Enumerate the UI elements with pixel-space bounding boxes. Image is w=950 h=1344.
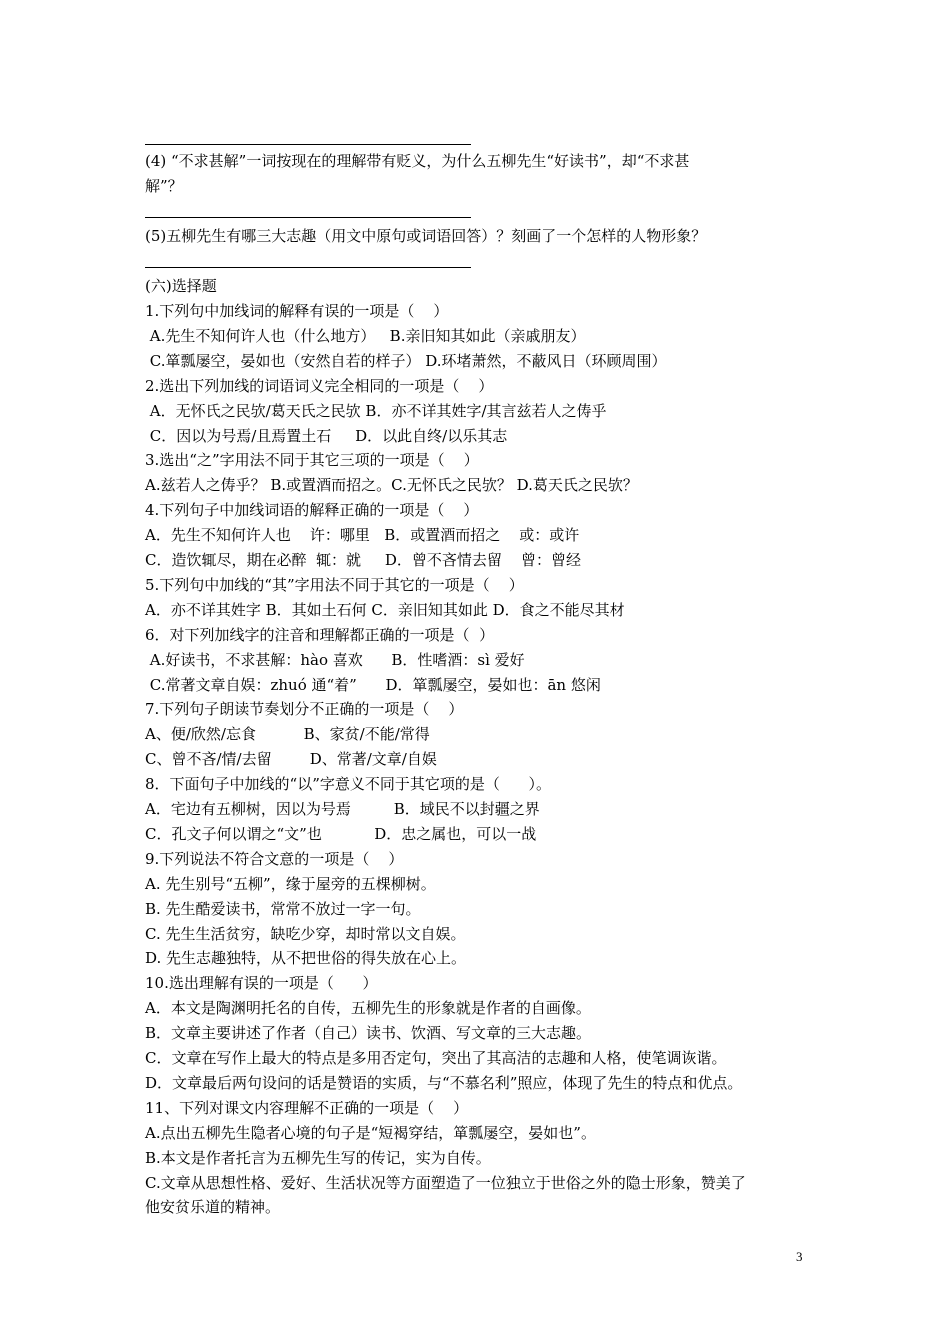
question-line: A．无怀氏之民欤/葛天氏之民欤 B．亦不详其姓字/其言兹若人之俦乎: [145, 402, 607, 420]
question-line: C、曾不吝/情/去留 D、常著/文章/自娱: [145, 750, 437, 768]
question-line: B. 先生酷爱读书，常常不放过一字一句。: [145, 900, 421, 918]
question-5: (5)五柳先生有哪三大志趣（用文中原句或词语回答）？刻画了一个怎样的人物形象？: [145, 227, 707, 245]
section-title: (六)选择题: [145, 277, 217, 295]
question-line: 7.下列句子朗读节奏划分不正确的一项是（ ）: [145, 700, 464, 718]
question-line: 6．对下列加线字的注音和理解都正确的一项是（ ）: [145, 626, 495, 644]
question-line: 2.选出下列加线的词语词义完全相同的一项是（ ）: [145, 377, 494, 395]
question-line: C．文章在写作上最大的特点是多用否定句，突出了其高洁的志趣和人格，使笔调诙谐。: [145, 1049, 727, 1067]
question-line: C.文章从思想性格、爱好、生活状况等方面塑造了一位独立于世俗之外的隐士形象，赞美了: [145, 1174, 746, 1192]
question-line: C．因以为号焉/且焉置土石 D．以此自终/以乐其志: [145, 427, 508, 445]
question-4-line-2: 解”？: [145, 177, 183, 195]
question-line: A.兹若人之俦乎？ B.或置酒而招之。C.无怀氏之民欤？ D.葛天氏之民欤？: [145, 476, 638, 494]
question-line: 8．下面句子中加线的“以”字意义不同于其它项的是（ ）。: [145, 775, 551, 793]
answer-line: [145, 144, 471, 145]
question-line: 10.选出理解有误的一项是（ ）: [145, 974, 378, 992]
answer-line: [145, 267, 471, 268]
question-line: A.先生不知何许人也（什么地方） B.亲旧知其如此（亲戚朋友）: [145, 327, 586, 345]
question-line: A．本文是陶渊明托名的自传，五柳先生的形象就是作者的自画像。: [145, 999, 591, 1017]
question-line: A. 先生别号“五柳”，缘于屋旁的五棵柳树。: [145, 875, 436, 893]
question-line: 5.下列句中加线的“其”字用法不同于其它的一项是（ ）: [145, 576, 524, 594]
question-line: A．先生不知何许人也 许：哪里 B．或置酒而招之 或：或许: [145, 526, 580, 544]
question-line: 9.下列说法不符合文意的一项是（ ）: [145, 850, 404, 868]
question-line: 1.下列句中加线词的解释有误的一项是（ ）: [145, 302, 449, 320]
question-line: C. 先生生活贫穷，缺吃少穿，却时常以文自娱。: [145, 925, 466, 943]
question-line: C．造饮辄尽，期在必醉 辄：就 D．曾不吝情去留 曾：曾经: [145, 551, 581, 569]
question-line: D. 先生志趣独特，从不把世俗的得失放在心上。: [145, 949, 467, 967]
question-line: B．文章主要讲述了作者（自己）读书、饮酒、写文章的三大志趣。: [145, 1024, 592, 1042]
answer-line: [145, 217, 471, 218]
question-line: 3.选出“之”字用法不同于其它三项的一项是（ ）: [145, 451, 479, 469]
question-line: 4.下列句子中加线词语的解释正确的一项是（ ）: [145, 501, 479, 519]
question-line: 11、下列对课文内容理解不正确的一项是（ ）: [145, 1099, 469, 1117]
question-line: C.常著文章自娱：zhuó 通“着” D．箪瓢屡空，晏如也：ān 悠闲: [145, 676, 601, 694]
question-line: A．宅边有五柳树，因以为号焉 B．域民不以封疆之界: [145, 800, 540, 818]
question-line: A、便/欣然/忘食 B、家贫/不能/常得: [145, 725, 430, 743]
question-4-line-1: (4) “不求甚解”一词按现在的理解带有贬义，为什么五柳先生“好读书”，却“不求甚: [145, 152, 690, 170]
question-line: A.点出五柳先生隐者心境的句子是“短褐穿结，箪瓢屡空，晏如也”。: [145, 1124, 596, 1142]
question-line: A.好读书，不求甚解：hào 喜欢 B．性嗜酒：sì 爱好: [145, 651, 525, 669]
page-number: 3: [796, 1249, 803, 1264]
question-line: 他安贫乐道的精神。: [145, 1198, 281, 1216]
question-line: C．孔文子何以谓之“文”也 D．忠之属也，可以一战: [145, 825, 537, 843]
question-line: D．文章最后两句设问的话是赞语的实质，与“不慕名利”照应，体现了先生的特点和优点。: [145, 1074, 743, 1092]
question-line: B.本文是作者托言为五柳先生写的传记，实为自传。: [145, 1149, 491, 1167]
question-line: A．亦不详其姓字 B．其如土石何 C．亲旧知其如此 D．食之不能尽其材: [145, 601, 625, 619]
question-line: C.箪瓢屡空，晏如也（安然自若的样子） D.环堵萧然，不蔽风日（环顾周围）: [145, 352, 667, 370]
